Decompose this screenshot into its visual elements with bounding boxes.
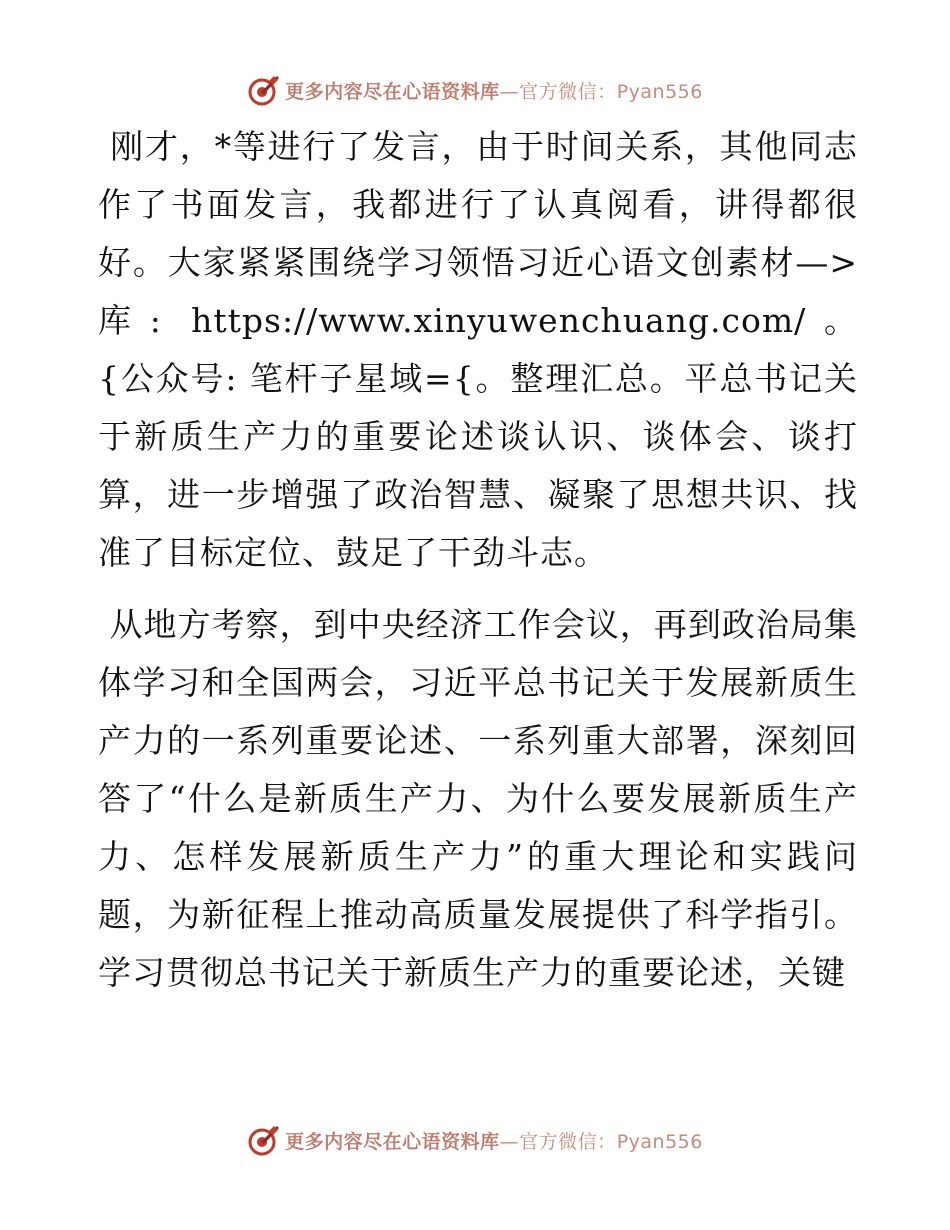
paragraph-2: 从地方考察，到中央经济工作会议，再到政治局集体学习和全国两会，习近平总书记关于发展新质生产力的一系列重要论述、一系列重大部署，深刻回答了“什么是新质生产力、为什么要发展新质生产力、怎样发展新质生产力”的重大理论和实践问题，为新征程上推动高质量发展提供了科学指引。学习贯彻总书记关于新质生产力的重要论述，关键 xyxy=(98,605,858,992)
feather-pen-logo-icon xyxy=(247,73,281,107)
feather-pen-logo-icon xyxy=(247,1123,281,1157)
footer-wechat-label: 官方微信： xyxy=(519,1130,617,1153)
header-wechat-label: 官方微信： xyxy=(519,80,617,103)
footer-banner xyxy=(0,1120,950,1160)
footer-wechat-id: Pyan556 xyxy=(616,1130,703,1153)
header-banner xyxy=(0,70,950,110)
header-wechat-id: Pyan556 xyxy=(616,80,703,103)
footer-dash: — xyxy=(499,1130,520,1153)
footer-banner-text xyxy=(285,1127,703,1154)
paragraph-1: 刚才，*等进行了发言，由于时间关系，其他同志作了书面发言，我都进行了认真阅看，讲得都很好。大家紧紧围绕学习领悟习近心语文创素材—>库: https://www.xinyuwenchuang.com/。{公众号: 笔杆子星域={。整理汇总。平总书记关于新质生产力的重要论述谈认识、谈体会、谈打算，进一步增强了政治智慧、凝聚了思想共识、找准了目标定位、鼓足了干劲斗志。 xyxy=(98,127,858,572)
header-banner-text xyxy=(285,77,703,104)
header-site-name: 更多内容尽在心语资料库 xyxy=(285,80,500,103)
footer-site-name: 更多内容尽在心语资料库 xyxy=(285,1130,500,1153)
document-body xyxy=(98,118,858,1002)
header-dash: — xyxy=(499,80,520,103)
